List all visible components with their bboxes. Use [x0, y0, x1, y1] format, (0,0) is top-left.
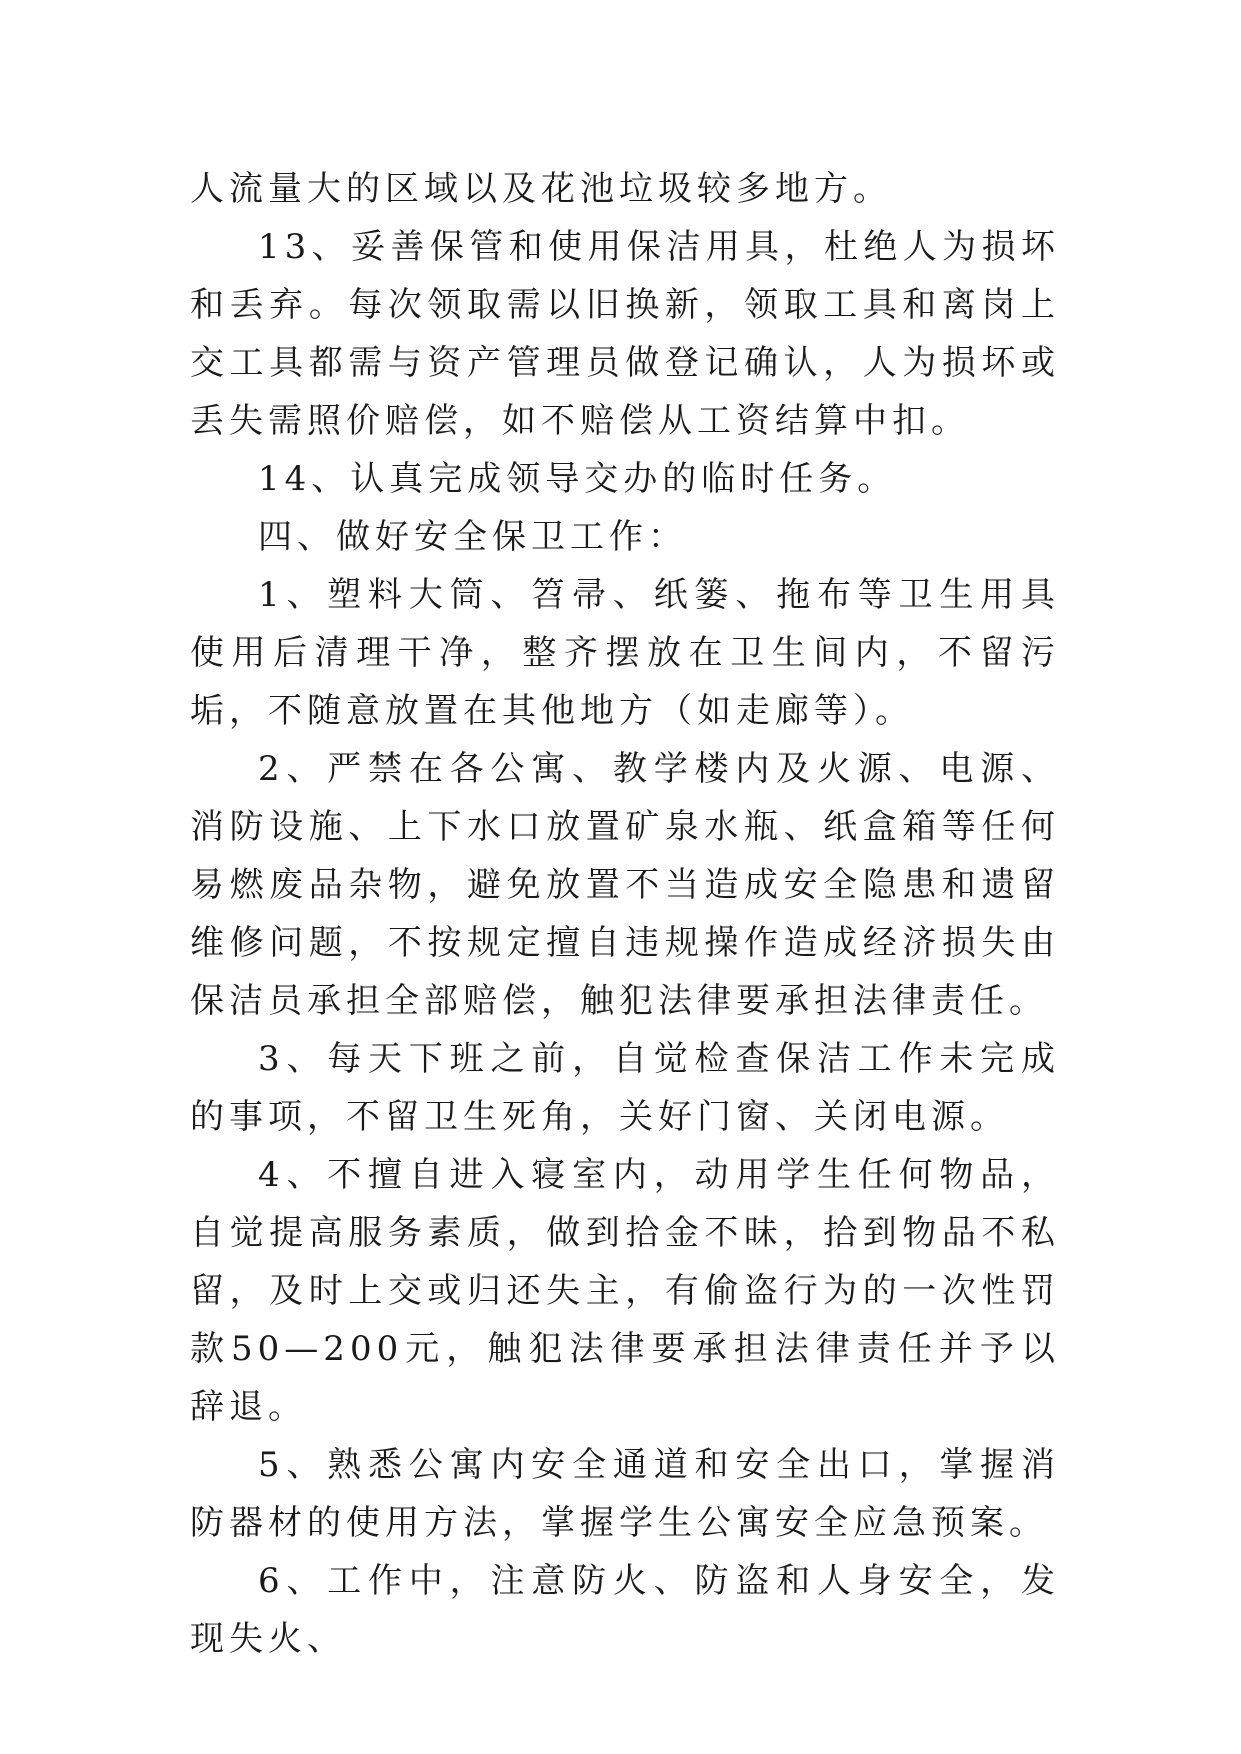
paragraph-item-6: 6、工作中，注意防火、防盗和人身安全，发现失火、: [190, 1561, 1060, 1659]
paragraph-item-14: 14、认真完成领导交办的临时任务。: [258, 459, 897, 499]
section-heading-4: 四、做好安全保卫工作：: [258, 517, 687, 557]
paragraph-item-13: 13、妥善保管和使用保洁用具，杜绝人为损坏和丢弃。每次领取需以旧换新，领取工具和离岗上交工具都需与资产管理员做登记确认，人为损坏或丢失需照价赔偿，如不赔偿从工资结算中扣。: [190, 227, 1060, 441]
document-page: [190, 160, 1060, 1668]
paragraph-item-5: 5、熟悉公寓内安全通道和安全出口，掌握消防器材的使用方法，掌握学生公寓安全应急预案。: [190, 1445, 1060, 1543]
paragraph-item-4: 4、不擅自进入寝室内，动用学生任何物品，自觉提高服务素质，做到拾金不昧，拾到物品不私留，及时上交或归还失主，有偷盗行为的一次性罚款50—200元，触犯法律要承担法律责任并予以辞退。: [190, 1155, 1060, 1427]
paragraph-continuation: 人流量大的区域以及花池垃圾较多地方。: [190, 169, 892, 209]
paragraph-item-3: 3、每天下班之前，自觉检查保洁工作未完成的事项，不留卫生死角，关好门窗、关闭电源。: [190, 1039, 1060, 1137]
paragraph-item-1: 1、塑料大筒、笤帚、纸篓、拖布等卫生用具使用后清理干净，整齐摆放在卫生间内，不留污垢，不随意放置在其他地方（如走廊等）。: [190, 575, 1060, 731]
paragraph-item-2: 2、严禁在各公寓、教学楼内及火源、电源、消防设施、上下水口放置矿泉水瓶、纸盒箱等任何易燃废品杂物，避免放置不当造成安全隐患和遗留维修问题，不按规定擅自违规操作造成经济损失由保洁员承担全部赔偿，触犯法律要承担法律责任。: [190, 749, 1060, 1021]
